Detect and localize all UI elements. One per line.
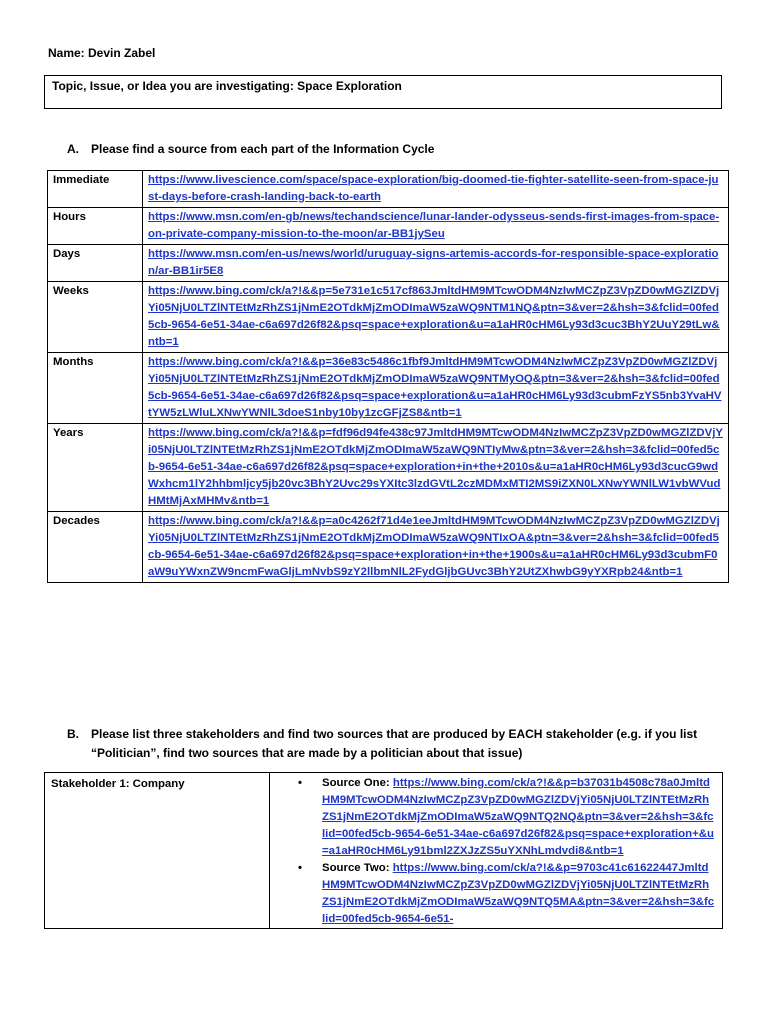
section-b-heading (67, 725, 727, 763)
cycle-link-days[interactable]: https://www.msn.com/en-us/news/world/uruguay-signs-artemis-accords-for-responsible-space-exploration/ar-BB1ir5E8 (148, 248, 719, 277)
stakeholder-1-name: Stakeholder 1: Company (45, 773, 270, 929)
source-list (270, 775, 716, 928)
section-b-line1: Please list three stakeholders and find two sources that are produced by EACH stakeholder (e.g. if you list (91, 727, 698, 741)
stakeholder-table (44, 772, 723, 929)
source-two-link[interactable]: https://www.bing.com/ck/a?!&&p=9703c41c61622447JmltdHM9MTcwODM4NzIwMCZpZ3VpZD0wMGZlZDVjYi05NjU0LTZlNTEtMzRhZS1jNmE2OTdkMjZmODImaW5zaWQ9NTQ5MA&ptn=3&ver=2&hsh=3&fclid=00fed5cb-9654-6e51- (322, 862, 715, 925)
cycle-label-weeks: Weeks (48, 282, 143, 353)
topic-text: Topic, Issue, or Idea you are investigating: Space Exploration (52, 79, 402, 93)
bullet-icon: • (298, 777, 302, 789)
section-b-letter: B. (67, 727, 79, 741)
cycle-link-years[interactable]: https://www.bing.com/ck/a?!&&p=fdf96d94fe438c97JmltdHM9MTcwODM4NzIwMCZpZ3VpZD0wMGZlZDVjYi05NjU0LTZlNTEtMzRhZS1jNmE2OTdkMjZmODImaW5zaWQ9NTIyMw&ptn=3&ver=2&hsh=3&fclid=00fed5cb-9654-6e51-34ae-c6a697d26f82&psq=space+exploration+in+the+2010s&u=a1aHR0cHM6Ly93d3cucG9wdWxhcm1lY2hhbmljcy5jb20vc3BhY2Uvc29sYXItc3lzdGVtL2czMDMxMTI2MS9iZXN0LXNwYWNlLW1vbWVudHMtMjAxMHMv&ntb=1 (148, 427, 723, 507)
cycle-label-decades: Decades (48, 512, 143, 583)
section-a-heading (67, 140, 434, 159)
table-row (48, 171, 729, 208)
cycle-link-months[interactable]: https://www.bing.com/ck/a?!&&p=36e83c5486c1fbf9JmltdHM9MTcwODM4NzIwMCZpZ3VpZD0wMGZlZDVjYi05NjU0LTZlNTEtMzRhZS1jNmE2OTdkMjZmODImaW5zaWQ9NTMyOQ&ptn=3&ver=2&hsh=3&fclid=00fed5cb-9654-6e51-34ae-c6a697d26f82&psq=space+exploration&u=a1aHR0cHM6Ly93d3cubmFzYS5nb3YvaHVtYW5zLWluLXNwYWNlL3doeS1nby10by1zcGFjZS8&ntb=1 (148, 356, 722, 419)
table-row (48, 512, 729, 583)
topic-box (44, 75, 722, 109)
cycle-label-hours: Hours (48, 208, 143, 245)
list-item (270, 860, 716, 928)
bullet-icon: • (298, 862, 302, 874)
source-one-link[interactable]: https://www.bing.com/ck/a?!&&p=b37031b4508c78a0JmltdHM9MTcwODM4NzIwMCZpZ3VpZD0wMGZlZDVjYi05NjU0LTZlNTEtMzRhZS1jNmE2OTdkMjZmODImaW5zaWQ9NTQ2NQ&ptn=3&ver=2&hsh=3&fclid=00fed5cb-9654-6e51-34ae-c6a697d26f82&psq=space+exploration+&u=a1aHR0cHM6Ly91bml2ZXJzZS5uYXNhLmdvdi8&ntb=1 (322, 777, 714, 857)
information-cycle-table (47, 170, 729, 583)
cycle-link-immediate[interactable]: https://www.livescience.com/space/space-exploration/big-doomed-tie-fighter-satellite-seen-from-space-just-days-before-crash-landing-back-to-earth (148, 174, 719, 203)
table-row (48, 208, 729, 245)
cycle-link-decades[interactable]: https://www.bing.com/ck/a?!&&p=a0c4262f71d4e1eeJmltdHM9MTcwODM4NzIwMCZpZ3VpZD0wMGZlZDVjYi05NjU0LTZlNTEtMzRhZS1jNmE2OTdkMjZmODImaW5zaWQ9NTIxOA&ptn=3&ver=2&hsh=3&fclid=00fed5cb-9654-6e51-34ae-c6a697d26f82&psq=space+exploration+in+the+1900s&u=a1aHR0cHM6Ly93d3cubmF0aW9uYWxnZW9ncmFwaGljLmNvbS9zY2llbmNlL2FydGljbGUvc3BhY2UtZXhwbG9yYXRpb24&ntb=1 (148, 515, 720, 578)
source-one-label: Source One: (322, 777, 390, 789)
table-row (48, 245, 729, 282)
cycle-label-days: Days (48, 245, 143, 282)
list-item (270, 775, 716, 860)
cycle-label-months: Months (48, 353, 143, 424)
stakeholder-1-sources (270, 773, 723, 929)
cycle-label-immediate: Immediate (48, 171, 143, 208)
cycle-link-hours[interactable]: https://www.msn.com/en-gb/news/techandscience/lunar-lander-odysseus-sends-first-images-from-space-on-private-company-mission-to-the-moon/ar-BB1jySeu (148, 211, 720, 240)
table-row (48, 282, 729, 353)
cycle-link-weeks[interactable]: https://www.bing.com/ck/a?!&&p=5e731e1c517cf863JmltdHM9MTcwODM4NzIwMCZpZ3VpZD0wMGZlZDVjYi05NjU0LTZlNTEtMzRhZS1jNmE2OTdkMjZmODImaW5zaWQ9NTM1NQ&ptn=3&ver=2&hsh=3&fclid=00fed5cb-9654-6e51-34ae-c6a697d26f82&psq=space+exploration&u=a1aHR0cHM6Ly93d3cuc3BhY2UuY29tLw&ntb=1 (148, 285, 720, 348)
source-two-label: Source Two: (322, 862, 390, 874)
table-row (45, 773, 723, 929)
section-a-text: Please find a source from each part of the Information Cycle (91, 142, 435, 156)
student-name: Name: Devin Zabel (48, 46, 156, 60)
section-a-letter: A. (67, 142, 79, 156)
section-b-line2: “Politician”, find two sources that are made by a politician about that issue) (91, 746, 523, 760)
table-row (48, 353, 729, 424)
table-row (48, 424, 729, 512)
cycle-label-years: Years (48, 424, 143, 512)
